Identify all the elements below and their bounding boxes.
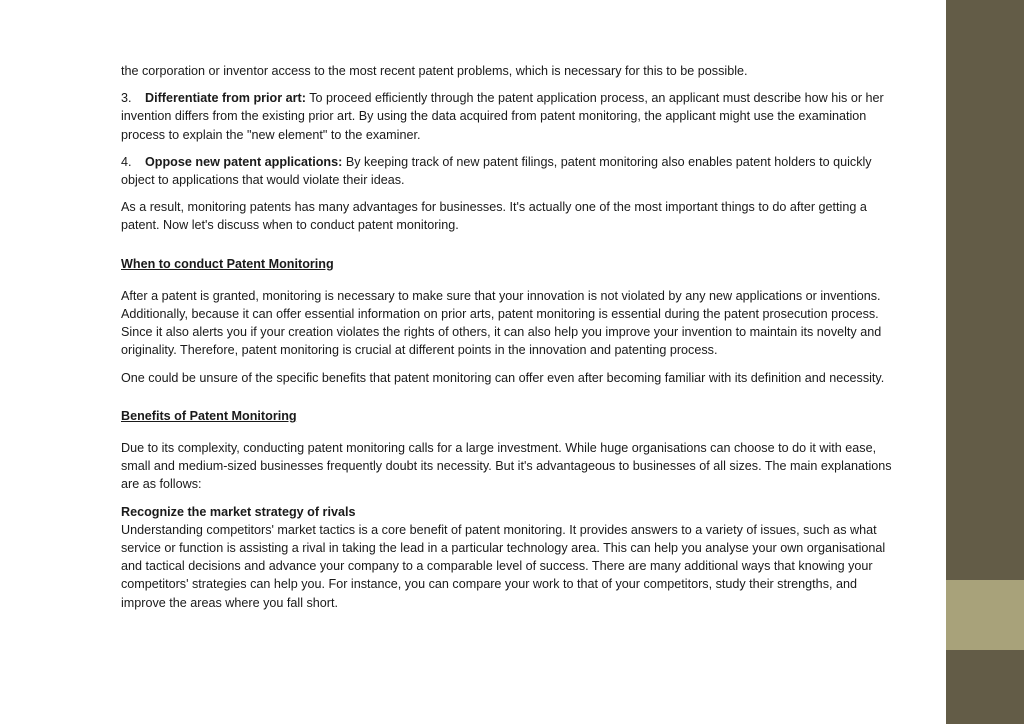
list-item-number: 3.: [121, 91, 132, 106]
rivals-block: [121, 503, 897, 612]
list-item-oppose: [121, 153, 897, 189]
list-item-text: By keeping track of new patent filings, patent monitoring also enables patent holders to quickly object to applications that would violate their ideas.: [121, 154, 872, 188]
when-paragraph: After a patent is granted, monitoring is necessary to make sure that your innovation is not violated by any new applications or inventions. Additionally, because it can offer essential information on prior arts, patent monitoring is essential during the patent prosecution process. Since it also alerts you if your creation violates the rights of others, it can also help you improve your invention to maintain its novelty and originality. Therefore, patent monitoring is crucial at different points in the innovation and patenting process.: [121, 288, 882, 358]
list-item-title: Oppose new patent applications:: [145, 154, 343, 169]
intro-paragraph: the corporation or inventor access to the most recent patent problems, which is necessary for this to be possible.: [121, 64, 748, 78]
unsure-paragraph: One could be unsure of the specific benefits that patent monitoring can offer even after becoming familiar with its definition and necessity.: [121, 370, 885, 385]
document-body: [121, 62, 897, 621]
list-item-number: 4.: [121, 154, 132, 169]
list-item-text: To proceed efficiently through the patent application process, an applicant must describe how his or her invention differs from the existing prior art. By using the data acquired from patent monitoring, the applicant might use the examination process to explain the "new element" to the examiner.: [121, 91, 884, 142]
decorative-sidebar: [946, 0, 1024, 724]
result-paragraph: As a result, monitoring patents has many advantages for businesses. It's actually one of the most important things to do after getting a patent. Now let's discuss when to conduct patent monitoring.: [121, 200, 867, 233]
list-item-title: Differentiate from prior art:: [145, 91, 306, 106]
sub-heading-rivals: Recognize the market strategy of rivals: [121, 504, 356, 519]
complexity-paragraph: Due to its complexity, conducting patent monitoring calls for a large investment. While huge organisations can choose to do it with ease, small and medium-sized businesses frequently doubt its necessity. But it's advantageous to businesses of all sizes. The main explanations are as follows:: [121, 441, 892, 492]
section-heading-benefits: Benefits of Patent Monitoring: [121, 408, 297, 423]
section-heading-when: When to conduct Patent Monitoring: [121, 256, 334, 271]
list-item-differentiate: [121, 89, 897, 144]
rivals-paragraph: Understanding competitors' market tactics is a core benefit of patent monitoring. It provides answers to a variety of issues, such as what service or function is assisting a rival in taking the lead in a particular technology area. This can help you analyse your own organisational and tactical decisions and advance your company to a comparable level of success. There are many additional ways that knowing your competitors' strategies can help you. For instance, you can compare your work to that of your competitors, study their strengths, and improve the areas where you fall short.: [121, 522, 886, 610]
sidebar-accent-block: [946, 580, 1024, 650]
